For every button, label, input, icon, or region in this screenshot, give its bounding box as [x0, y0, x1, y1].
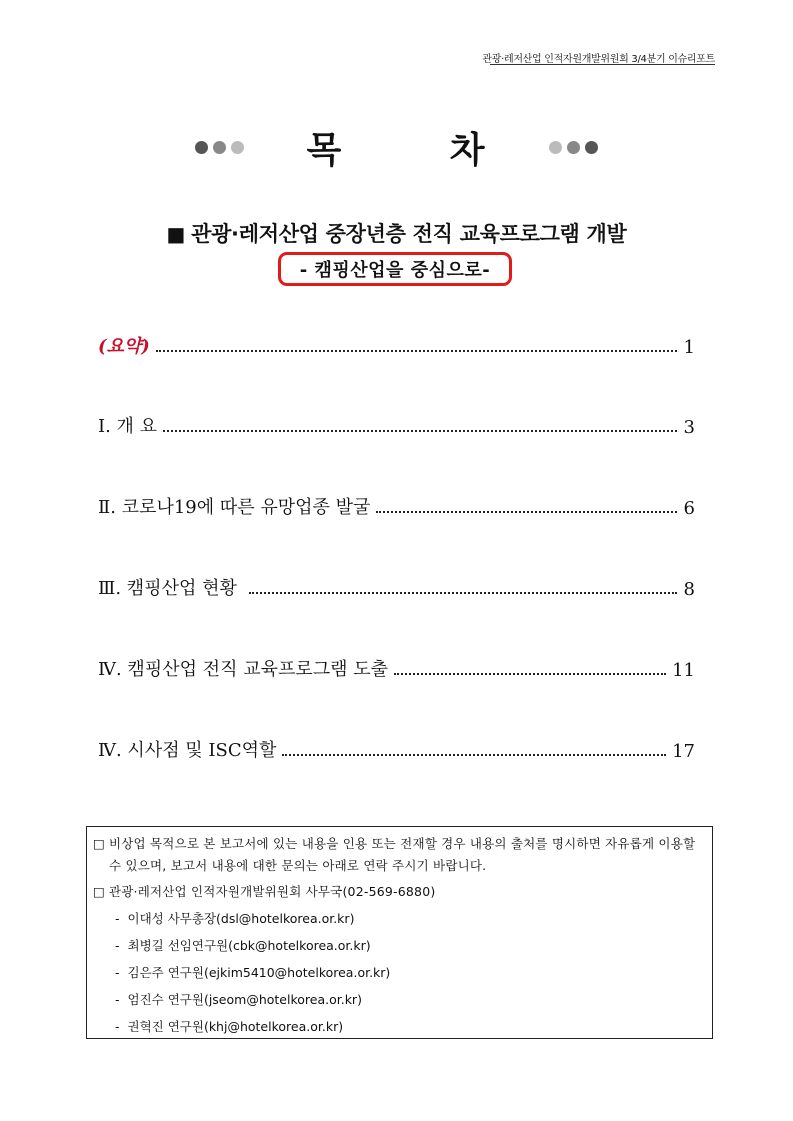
dot-leader: [163, 430, 677, 432]
contact-text: 권혁진 연구원(khj@hotelkorea.or.kr): [127, 1019, 344, 1034]
contact-item: [115, 1013, 702, 1040]
toc-entry-3[interactable]: [98, 570, 695, 600]
notice-usage-text: 비상업 목적으로 본 보고서에 있는 내용을 인용 또는 전재할 경우 내용의 출처를 명시하면 자유롭게 이용할 수 있으며, 보고서 내용에 대한 문의는 아래로 연락 주시기 바랍니다.: [109, 836, 696, 873]
toc-entry-2[interactable]: [98, 489, 695, 519]
toc-entry-page: 6: [683, 498, 695, 519]
contact-item: [115, 959, 702, 986]
dot-icon: [231, 141, 244, 154]
toc-entry-page: 11: [672, 660, 695, 681]
dot-leader: [376, 511, 677, 513]
toc-entry-label: Ⅳ. 캠핑산업 전직 교육프로그램 도출: [98, 659, 389, 680]
black-square-icon: ■: [166, 222, 186, 246]
contact-item: [115, 932, 702, 959]
notice-contact-text: 관광·레저산업 인적자원개발위원회 사무국(02-569-6880): [109, 884, 436, 899]
toc-title-row: [0, 122, 793, 172]
contact-text: 이대성 사무총장(dsl@hotelkorea.or.kr): [127, 911, 355, 926]
toc-entry-4[interactable]: [98, 651, 695, 681]
toc-entry-page: 17: [672, 741, 695, 762]
toc-entry-summary[interactable]: [98, 328, 695, 358]
dash: -: [115, 938, 120, 953]
dot-icon: [195, 141, 208, 154]
toc-entry-page: 8: [683, 579, 695, 600]
report-subtitle: - 캠핑산업을 중심으로-: [299, 260, 491, 281]
toc-entry-label: Ⅰ. 개 요: [98, 416, 158, 437]
dot-icon: [549, 141, 562, 154]
dash: -: [115, 1019, 120, 1034]
dot-icon: [585, 141, 598, 154]
report-title: [0, 218, 793, 248]
dash: -: [115, 992, 120, 1007]
dot-leader: [156, 350, 677, 352]
notice-usage: [93, 833, 702, 877]
notice-box: [86, 826, 713, 1039]
toc-entry-label: Ⅳ. 시사점 및 ISC역할: [98, 740, 277, 761]
left-dots: [195, 141, 244, 154]
toc-entry-label: (요약): [98, 336, 150, 357]
contact-text: 김은주 연구원(ejkim5410@hotelkorea.or.kr): [127, 965, 391, 980]
contact-item: [115, 905, 702, 932]
notice-contact: [93, 881, 702, 903]
dot-icon: [213, 141, 226, 154]
report-title-text: 관광·레저산업 중장년층 전직 교육프로그램 개발: [191, 222, 627, 246]
checkbox-icon: □: [93, 884, 105, 899]
right-dots: [549, 141, 598, 154]
toc-entry-page: 3: [683, 417, 695, 438]
toc-title: 목 차: [306, 129, 533, 171]
header-rule: [490, 64, 715, 65]
checkbox-icon: □: [93, 836, 105, 851]
contact-text: 엄진수 연구원(jseom@hotelkorea.or.kr): [127, 992, 362, 1007]
dot-icon: [567, 141, 580, 154]
dash: -: [115, 965, 120, 980]
contact-list: [115, 905, 702, 1040]
toc-entry-label: Ⅱ. 코로나19에 따른 유망업종 발굴: [98, 497, 371, 518]
dot-leader: [249, 592, 677, 594]
toc-entry-5[interactable]: [98, 732, 695, 762]
contact-item: [115, 986, 702, 1013]
dot-leader: [394, 673, 666, 675]
dot-leader: [282, 754, 666, 756]
toc-entry-1[interactable]: [98, 408, 695, 438]
subtitle-box: [278, 252, 512, 286]
header-note: 관광·레저산업 인적자원개발위원회 3/4분기 이슈리포트: [482, 54, 715, 65]
dash: -: [115, 911, 120, 926]
contact-text: 최병길 선임연구원(cbk@hotelkorea.or.kr): [127, 938, 371, 953]
toc-entry-label: Ⅲ. 캠핑산업 현황: [98, 578, 243, 599]
toc-entry-page: 1: [683, 337, 695, 358]
